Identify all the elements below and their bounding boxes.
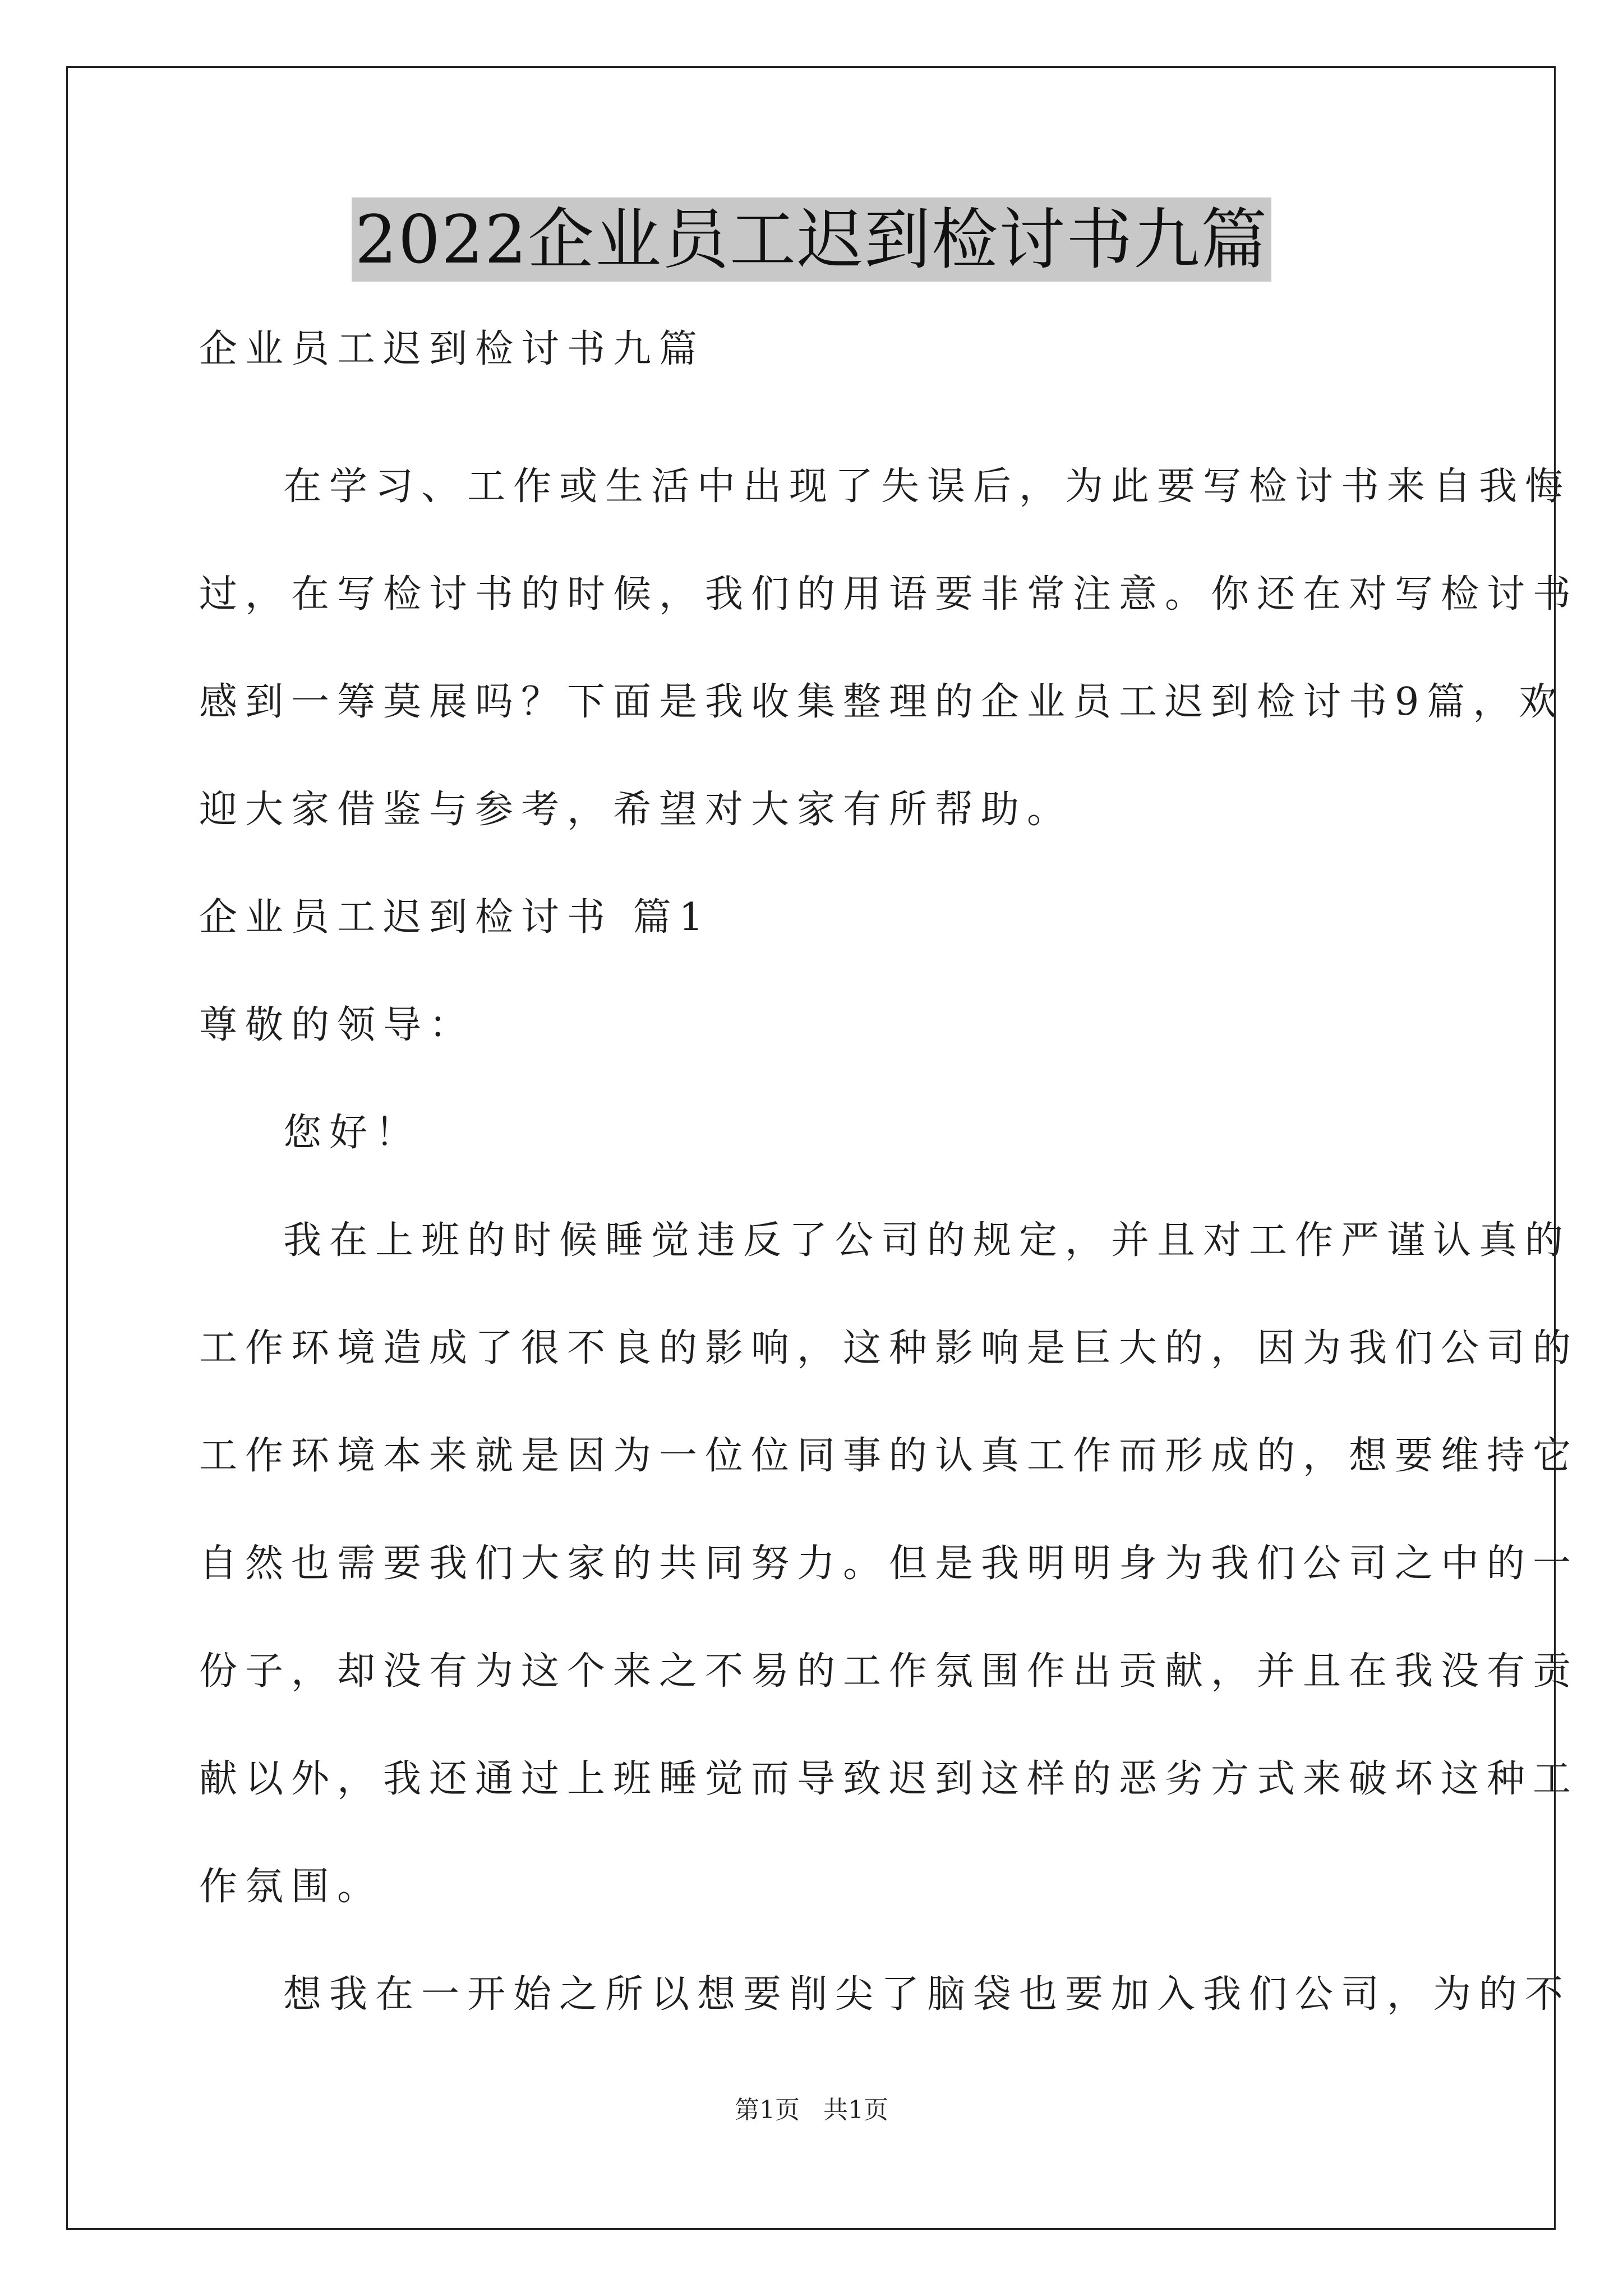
title-container <box>0 197 1623 282</box>
paragraph-line-1: 我在上班的时候睡觉违反了公司的规定，并且对工作严谨认真的 <box>283 1218 1571 1263</box>
paragraph-line-7: 作氛围。 <box>199 1865 384 1909</box>
intro-line-1: 在学习、工作或生活中出现了失误后，为此要写检讨书来自我悔 <box>283 464 1571 509</box>
paragraph-line-3: 工作环境本来就是因为一位位同事的认真工作而形成的，想要维持它 <box>199 1434 1579 1478</box>
document-title: 2022企业员工迟到检讨书九篇 <box>352 197 1271 282</box>
intro-line-4: 迎大家借鉴与参考，希望对大家有所帮助。 <box>199 788 1073 832</box>
paragraph-2-line-1: 想我在一开始之所以想要削尖了脑袋也要加入我们公司，为的不 <box>283 1972 1571 2017</box>
paragraph-line-6: 献以外，我还通过上班睡觉而导致迟到这样的恶劣方式来破坏这种工 <box>199 1757 1579 1801</box>
greeting: 您好！ <box>283 1111 422 1155</box>
section-heading: 企业员工迟到检讨书 篇1 <box>199 895 711 940</box>
intro-line-3: 感到一筹莫展吗？下面是我收集整理的企业员工迟到检讨书9篇，欢 <box>199 680 1565 724</box>
paragraph-line-2: 工作环境造成了很不良的影响，这种影响是巨大的，因为我们公司的 <box>199 1326 1579 1370</box>
salutation: 尊敬的领导： <box>199 1003 476 1047</box>
intro-line-2: 过，在写检讨书的时候，我们的用语要非常注意。你还在对写检讨书 <box>199 572 1579 616</box>
page-footer <box>0 2093 1623 2127</box>
subtitle-line: 企业员工迟到检讨书九篇 <box>199 327 706 371</box>
page-number: 第1页 <box>735 2096 800 2124</box>
paragraph-line-5: 份子，却没有为这个来之不易的工作氛围作出贡献，并且在我没有贡 <box>199 1649 1579 1694</box>
page-total: 共1页 <box>823 2096 888 2124</box>
paragraph-line-4: 自然也需要我们大家的共同努力。但是我明明身为我们公司之中的一 <box>199 1542 1579 1586</box>
